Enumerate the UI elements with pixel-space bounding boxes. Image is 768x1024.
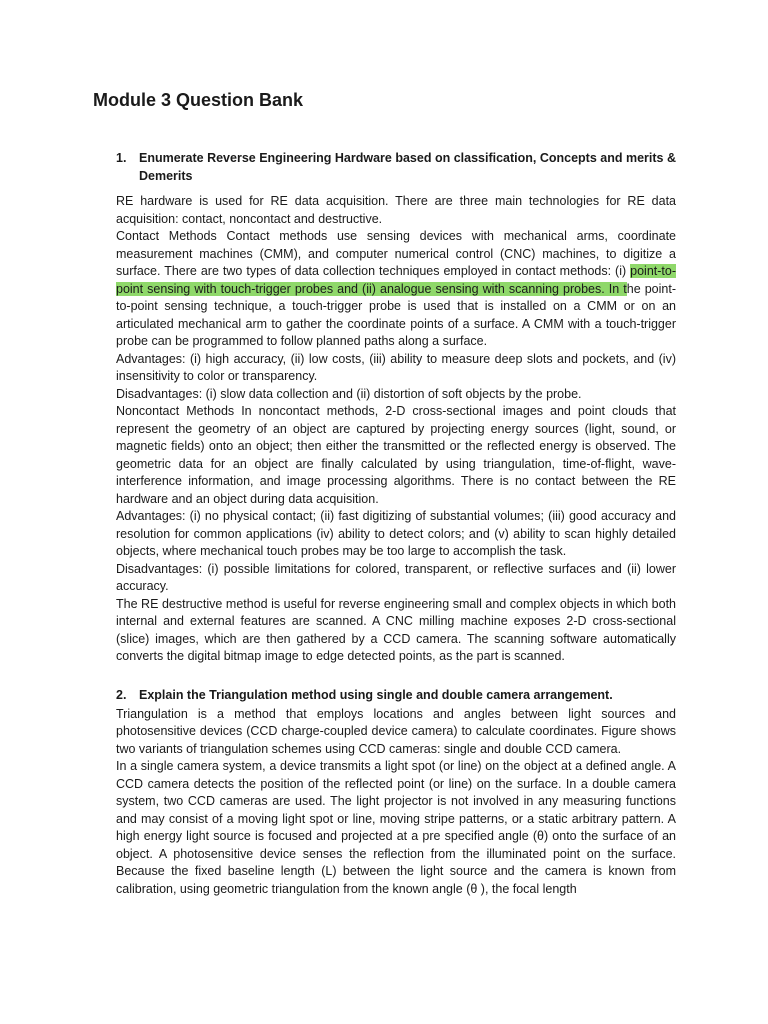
answer-paragraph: Triangulation is a method that employs locations and angles between light sources and photosensitive devices (CCD charge-coupled device camera) to calculate coordinates. Figure shows two variants of triangulation schemes using CCD cameras: single and double CCD camera. bbox=[116, 706, 676, 756]
highlighted-text: point-to-point sensing with touch-trigger probes and (ii) analogue sensing with scanning probes. In t bbox=[116, 264, 676, 296]
answer-paragraph: In a single camera system, a device transmits a light spot (or line) on the object at a defined angle. A CCD camera detects the position of the reflected point (or line) on the surface. In a double camera system, two CCD cameras are used. The light projector is not involved in any measuring functions and may consist of a moving light spot or line, moving stripe patterns, or a static arbitrary pattern. A high energy light source is focused and projected at a pre specified angle (θ) onto the surface of an object. A photosensitive device senses the reflection from the illuminated point on the surface. Because the fixed baseline length (L) between the light source and the camera is known from calibration, using geometric triangulation from the known angle (θ ), the focal length bbox=[116, 759, 676, 896]
question-heading bbox=[116, 687, 676, 705]
document-title: Module 3 Question Bank bbox=[93, 90, 304, 110]
question-heading-text: Explain the Triangulation method using single and double camera arrangement. bbox=[139, 688, 613, 702]
question-number: 2. bbox=[116, 688, 127, 702]
paragraph-text: Contact Methods Contact methods use sensing devices with mechanical arms, coordinate measurement machines (CMM), and computer numerical control (CNC) machines, to digitize a surface. There are two types of data collection techniques employed in contact methods: (i) bbox=[116, 229, 676, 278]
answer-paragraph: Disadvantages: (i) slow data collection and (ii) distortion of soft objects by the probe. bbox=[116, 386, 582, 401]
answer-paragraph: Disadvantages: (i) possible limitations for colored, transparent, or reflective surfaces and (ii) lower accuracy. bbox=[116, 561, 676, 593]
question-heading bbox=[116, 150, 676, 185]
question-number: 1. bbox=[116, 151, 127, 165]
answer-paragraph: Advantages: (i) no physical contact; (ii) fast digitizing of substantial volumes; (iii) good accuracy and resolution for common applications (iv) ability to detect colors; and (v) ability to scan highly detailed objects, where mechanical touch probes may be too large to accomplish the task. bbox=[116, 509, 676, 558]
answer-paragraph: Advantages: (i) high accuracy, (ii) low costs, (iii) ability to measure deep slots and pockets, and (iv) insensitivity to color or transparency. bbox=[116, 351, 676, 383]
answer-paragraph: The RE destructive method is useful for reverse engineering small and complex objects in which both internal and external features are scanned. A CNC milling machine exposes 2-D cross-sectional (slice) images, which are then gathered by a CCD camera. The scanning software automatically converts the digital bitmap image to edge detected points, as the part is scanned. bbox=[116, 596, 676, 663]
question-1 bbox=[116, 150, 676, 666]
paragraph-text: he point-to-point sensing technique, a touch-trigger probe is used that is installed on a CMM or on an articulated mechanical arm to gather the coordinate points of a surface. A CMM with a touch-trigger probe can be programmed to follow planned paths along a surface. bbox=[116, 281, 677, 348]
question-2 bbox=[116, 687, 676, 898]
answer-paragraph-contact-methods bbox=[116, 228, 676, 351]
answer-paragraph: RE hardware is used for RE data acquisition. There are three main technologies for RE data acquisition: contact, noncontact and destructive. bbox=[116, 194, 676, 226]
answer-paragraph: Noncontact Methods In noncontact methods, 2-D cross-sectional images and point clouds that represent the geometry of an object are captured by projecting energy sources (light, sound, or magnetic fields) onto an object; then either the transmitted or the reflected energy is observed. The geometric data for an object are finally calculated by using triangulation, time-of-flight, wave-interference information, and image processing algorithms. There is no contact between the RE hardware and an object during data acquisition. bbox=[116, 404, 676, 506]
question-heading-text: Enumerate Reverse Engineering Hardware based on classification, Concepts and merits & Demerits bbox=[139, 151, 676, 183]
